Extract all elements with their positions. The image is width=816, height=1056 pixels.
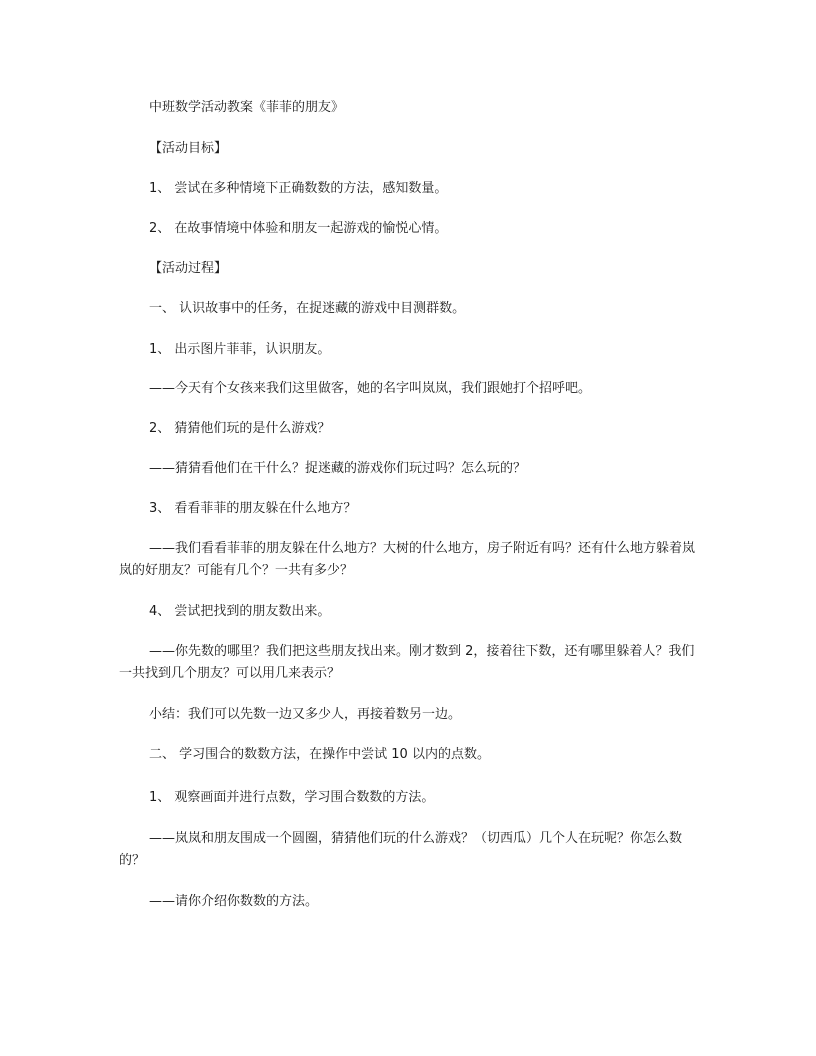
paragraph: 4、 尝试把找到的朋友数出来。 — [149, 604, 331, 619]
paragraph: ——岚岚和朋友围成一个圆圈，猜猜他们玩的什么游戏？（切西瓜）几个人在玩呢？你怎么数的？ — [119, 831, 683, 868]
summary-paragraph: 小结：我们可以先数一边又多少人，再接着数另一边。 — [149, 707, 462, 722]
paragraph: 2、 猜猜他们玩的是什么游戏？ — [149, 421, 331, 436]
paragraph: 1、 尝试在多种情境下正确数数的方法，感知数量。 — [149, 181, 448, 196]
paragraph: 3、 看看菲菲的朋友躲在什么地方？ — [149, 501, 357, 516]
paragraph: ——你先数的哪里？我们把这些朋友找出来。刚才数到 2，接着往下数，还有哪里躲着人？我们一共找到几个朋友？可以用几来表示？ — [119, 644, 695, 681]
paragraph: 2、 在故事情境中体验和朋友一起游戏的愉悦心情。 — [149, 221, 448, 236]
section-heading-goals: 【活动目标】 — [149, 141, 228, 156]
paragraph: ——我们看看菲菲的朋友躲在什么地方？大树的什么地方，房子附近有吗？还有什么地方躲着岚岚的好朋友？可能有几个？一共有多少？ — [119, 541, 696, 578]
paragraph: 1、 出示图片菲菲，认识朋友。 — [149, 342, 331, 357]
paragraph: ——猜猜看他们在干什么？捉迷藏的游戏你们玩过吗？怎么玩的？ — [149, 461, 527, 476]
paragraph: 一、 认识故事中的任务，在捉迷藏的游戏中目测群数。 — [149, 301, 466, 316]
document-title: 中班数学活动教案《菲菲的朋友》 — [149, 100, 345, 115]
paragraph: ——今天有个女孩来我们这里做客，她的名字叫岚岚，我们跟她打个招呼吧。 — [149, 381, 592, 396]
paragraph: 二、 学习围合的数数方法，在操作中尝试 10 以内的点数。 — [149, 747, 490, 762]
paragraph: 1、 观察画面并进行点数，学习围合数数的方法。 — [149, 790, 435, 805]
paragraph: ——请你介绍你数数的方法。 — [149, 894, 319, 909]
section-heading-process: 【活动过程】 — [149, 261, 228, 276]
